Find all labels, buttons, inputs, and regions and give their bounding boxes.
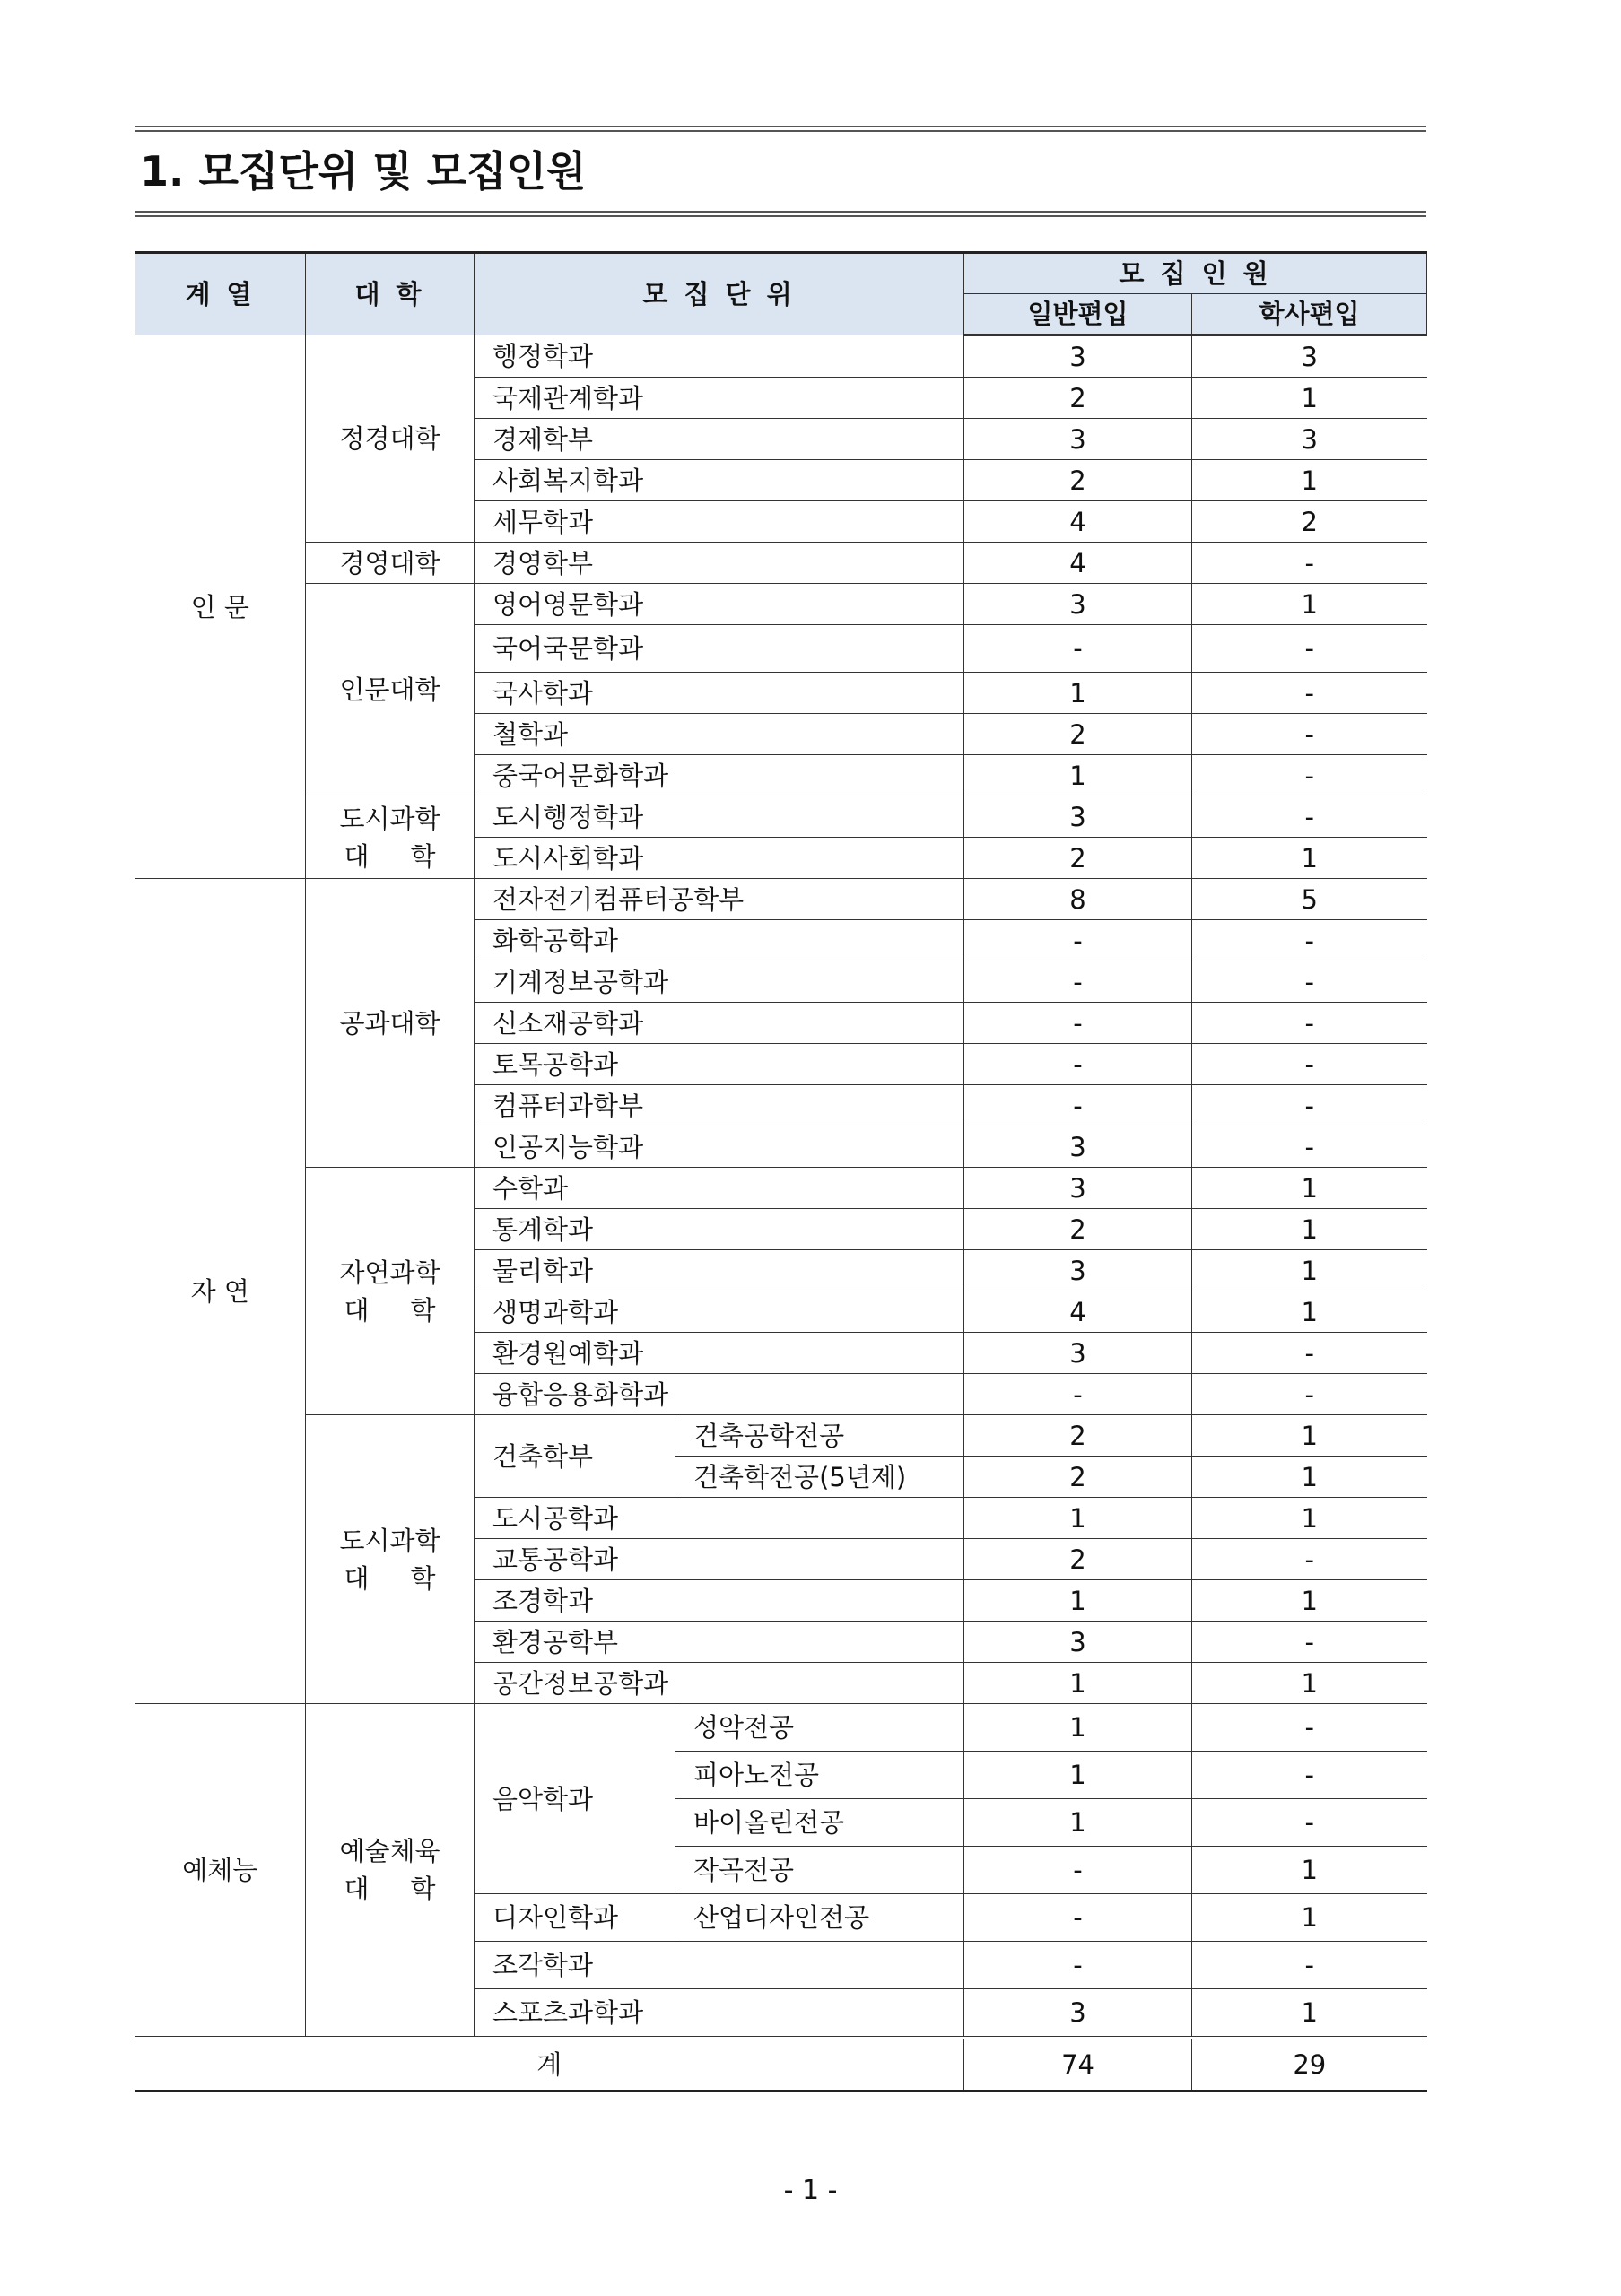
total-label: 계 [135, 2038, 964, 2092]
general-cell: 2 [964, 1209, 1192, 1250]
bachelor-cell: - [1192, 1374, 1427, 1415]
unit-cell: 신소재공학과 [475, 1003, 964, 1044]
header-field: 계 열 [135, 253, 306, 335]
college-name-line1: 예술체육 [339, 1836, 440, 1866]
bachelor-cell: 5 [1192, 879, 1427, 920]
subunit-architecture: 건축학부 [475, 1415, 675, 1498]
subunit-music: 음악학과 [475, 1704, 675, 1894]
heading-bottom-rule [135, 211, 1426, 217]
bachelor-cell: - [1192, 1704, 1427, 1752]
heading-top-rule [135, 126, 1426, 132]
bachelor-cell: 1 [1192, 1457, 1427, 1498]
unit-cell: 물리학과 [475, 1250, 964, 1292]
unit-cell: 생명과학과 [475, 1292, 964, 1333]
bachelor-cell: - [1192, 1622, 1427, 1663]
bachelor-cell: - [1192, 1942, 1427, 1989]
unit-cell: 스포츠과학과 [475, 1989, 964, 2039]
general-cell: 2 [964, 1415, 1192, 1457]
general-cell: 3 [964, 1126, 1192, 1168]
college-name-line2: 대 학 [344, 1562, 436, 1594]
table-row [135, 1704, 1427, 1752]
section-heading-block [135, 126, 1426, 217]
unit-cell: 영어영문학과 [475, 584, 964, 625]
table-row [135, 1168, 1427, 1209]
bachelor-cell: 3 [1192, 419, 1427, 460]
college-natural-science [306, 1168, 475, 1415]
general-cell: - [964, 1044, 1192, 1085]
bachelor-cell: - [1192, 1333, 1427, 1374]
unit-cell: 컴퓨터과학부 [475, 1085, 964, 1126]
unit-cell: 철학과 [475, 714, 964, 755]
unit-cell: 도시행정학과 [475, 796, 964, 838]
unit-cell: 도시사회학과 [475, 838, 964, 879]
general-cell: - [964, 1942, 1192, 1989]
subunit-design: 디자인학과 [475, 1894, 675, 1942]
unit-cell: 환경공학부 [475, 1622, 964, 1663]
college-urban-science-1 [306, 796, 475, 879]
bachelor-cell: - [1192, 1126, 1427, 1168]
college-name-line2: 대 학 [344, 1874, 436, 1904]
bachelor-cell: - [1192, 1003, 1427, 1044]
unit-cell: 경제학부 [475, 419, 964, 460]
general-cell: - [964, 961, 1192, 1003]
college-arts-sports [306, 1704, 475, 2039]
general-cell: 2 [964, 1457, 1192, 1498]
total-row [135, 2038, 1427, 2092]
bachelor-cell: - [1192, 625, 1427, 673]
general-cell: 1 [964, 1704, 1192, 1752]
unit-cell: 수학과 [475, 1168, 964, 1209]
unit-cell: 기계정보공학과 [475, 961, 964, 1003]
general-cell: 2 [964, 838, 1192, 879]
bachelor-cell: 1 [1192, 1498, 1427, 1539]
general-cell: - [964, 1085, 1192, 1126]
general-cell: 3 [964, 1333, 1192, 1374]
bachelor-cell: 1 [1192, 460, 1427, 501]
bachelor-cell: - [1192, 714, 1427, 755]
unit-cell: 교통공학과 [475, 1539, 964, 1580]
bachelor-cell: 1 [1192, 1168, 1427, 1209]
unit-cell: 공간정보공학과 [475, 1663, 964, 1704]
general-cell: 2 [964, 460, 1192, 501]
general-cell: 3 [964, 1250, 1192, 1292]
unit-cell: 조경학과 [475, 1580, 964, 1622]
unit-cell: 세무학과 [475, 501, 964, 543]
unit-cell: 토목공학과 [475, 1044, 964, 1085]
general-cell: 2 [964, 714, 1192, 755]
unit-cell: 통계학과 [475, 1209, 964, 1250]
bachelor-cell: - [1192, 755, 1427, 796]
bachelor-cell: 1 [1192, 1250, 1427, 1292]
bachelor-cell: 1 [1192, 1989, 1427, 2039]
unit-cell: 건축학전공(5년제) [675, 1457, 964, 1498]
bachelor-cell: 1 [1192, 838, 1427, 879]
general-cell: 3 [964, 419, 1192, 460]
college-engineering: 공과대학 [306, 879, 475, 1168]
unit-cell: 환경원예학과 [475, 1333, 964, 1374]
bachelor-cell: - [1192, 1539, 1427, 1580]
unit-cell: 국어국문학과 [475, 625, 964, 673]
bachelor-cell: - [1192, 920, 1427, 961]
bachelor-cell: - [1192, 673, 1427, 714]
header-quota: 모 집 인 원 [964, 253, 1427, 294]
general-cell: 3 [964, 1622, 1192, 1663]
bachelor-cell: 1 [1192, 1894, 1427, 1942]
college-name-line2: 대 학 [344, 1294, 436, 1326]
college-name-line2: 대 학 [344, 840, 436, 872]
bachelor-cell: - [1192, 543, 1427, 584]
table-row [135, 584, 1427, 625]
unit-cell: 사회복지학과 [475, 460, 964, 501]
general-cell: 1 [964, 1799, 1192, 1847]
bachelor-cell: 1 [1192, 378, 1427, 419]
college-politics-econ: 정경대학 [306, 335, 475, 543]
unit-cell: 피아노전공 [675, 1752, 964, 1799]
unit-cell: 융합응용화학과 [475, 1374, 964, 1415]
general-cell: 4 [964, 501, 1192, 543]
bachelor-cell: 1 [1192, 1663, 1427, 1704]
total-general: 74 [964, 2038, 1192, 2092]
group-humanities: 인 문 [135, 335, 306, 879]
general-cell: 3 [964, 584, 1192, 625]
unit-cell: 행정학과 [475, 335, 964, 378]
general-cell: - [964, 1847, 1192, 1894]
bachelor-cell: 3 [1192, 335, 1427, 378]
general-cell: 1 [964, 1580, 1192, 1622]
bachelor-cell: - [1192, 961, 1427, 1003]
section-title: 1. 모집단위 및 모집인원 [140, 147, 587, 196]
unit-cell: 경영학부 [475, 543, 964, 584]
college-name-line1: 도시과학 [339, 803, 440, 834]
header-unit: 모 집 단 위 [475, 253, 964, 335]
unit-cell: 건축공학전공 [675, 1415, 964, 1457]
bachelor-cell: - [1192, 1044, 1427, 1085]
unit-cell: 국사학과 [475, 673, 964, 714]
bachelor-cell: 1 [1192, 1292, 1427, 1333]
general-cell: 3 [964, 335, 1192, 378]
general-cell: - [964, 1374, 1192, 1415]
table-header [135, 253, 1427, 335]
college-name-line1: 자연과학 [339, 1257, 440, 1288]
unit-cell: 중국어문화학과 [475, 755, 964, 796]
general-cell: 4 [964, 543, 1192, 584]
general-cell: 1 [964, 1752, 1192, 1799]
table-row [135, 335, 1427, 378]
college-business: 경영대학 [306, 543, 475, 584]
unit-cell: 도시공학과 [475, 1498, 964, 1539]
general-cell: 3 [964, 1989, 1192, 2039]
table-body [135, 335, 1427, 2039]
general-cell: 1 [964, 755, 1192, 796]
group-arts: 예체능 [135, 1704, 306, 2039]
bachelor-cell: 1 [1192, 1580, 1427, 1622]
college-humanities: 인문대학 [306, 584, 475, 796]
bachelor-cell: 1 [1192, 584, 1427, 625]
page-number: - 1 - [783, 2175, 838, 2206]
general-cell: 3 [964, 1168, 1192, 1209]
bachelor-cell: 1 [1192, 1415, 1427, 1457]
header-general: 일반편입 [964, 294, 1192, 335]
general-cell: 3 [964, 796, 1192, 838]
table-row [135, 543, 1427, 584]
bachelor-cell: 1 [1192, 1209, 1427, 1250]
header-college: 대 학 [306, 253, 475, 335]
general-cell: 2 [964, 1539, 1192, 1580]
general-cell: 1 [964, 1498, 1192, 1539]
general-cell: 1 [964, 673, 1192, 714]
unit-cell: 전자전기컴퓨터공학부 [475, 879, 964, 920]
bachelor-cell: 1 [1192, 1847, 1427, 1894]
general-cell: - [964, 1003, 1192, 1044]
bachelor-cell: - [1192, 1085, 1427, 1126]
group-science: 자 연 [135, 879, 306, 1704]
unit-cell: 산업디자인전공 [675, 1894, 964, 1942]
bachelor-cell: - [1192, 1799, 1427, 1847]
unit-cell: 인공지능학과 [475, 1126, 964, 1168]
bachelor-cell: - [1192, 796, 1427, 838]
general-cell: 8 [964, 879, 1192, 920]
general-cell: 4 [964, 1292, 1192, 1333]
table-row [135, 879, 1427, 920]
bachelor-cell: - [1192, 1752, 1427, 1799]
unit-cell: 성악전공 [675, 1704, 964, 1752]
college-urban-science-2 [306, 1415, 475, 1704]
unit-cell: 국제관계학과 [475, 378, 964, 419]
unit-cell: 작곡전공 [675, 1847, 964, 1894]
general-cell: - [964, 920, 1192, 961]
unit-cell: 조각학과 [475, 1942, 964, 1989]
bachelor-cell: 2 [1192, 501, 1427, 543]
unit-cell: 바이올린전공 [675, 1799, 964, 1847]
general-cell: 2 [964, 378, 1192, 419]
total-bachelor: 29 [1192, 2038, 1427, 2092]
college-name-line1: 도시과학 [339, 1525, 440, 1556]
table-row [135, 1415, 1427, 1457]
general-cell: - [964, 1894, 1192, 1942]
table-footer [135, 2038, 1427, 2092]
unit-cell: 화학공학과 [475, 920, 964, 961]
general-cell: 1 [964, 1663, 1192, 1704]
quota-table-wrapper [135, 251, 1426, 2092]
quota-table [135, 251, 1427, 2092]
general-cell: - [964, 625, 1192, 673]
table-row [135, 796, 1427, 838]
header-bachelor: 학사편입 [1192, 294, 1427, 335]
